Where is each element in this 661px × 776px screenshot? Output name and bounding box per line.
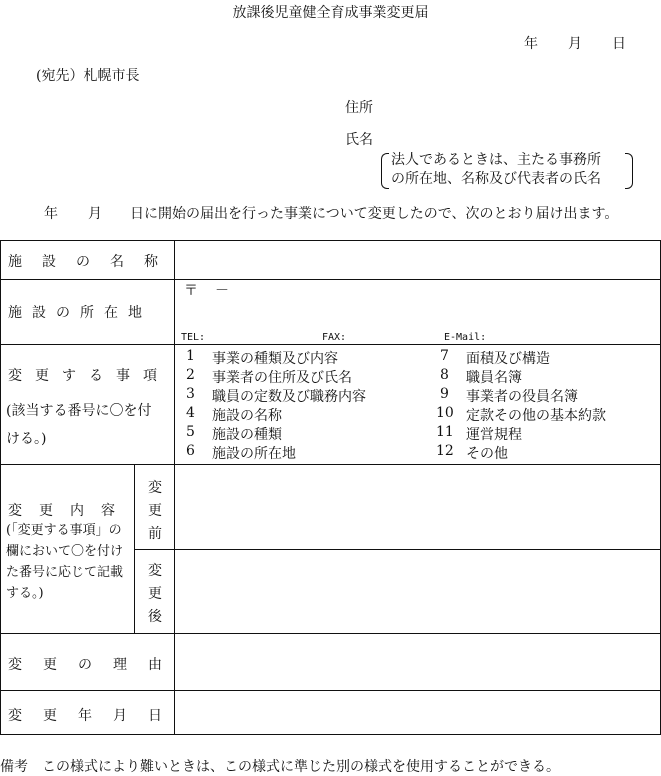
date-month-label: 月 xyxy=(568,36,582,52)
change-items-label: 変更する事項 xyxy=(8,368,170,384)
postal-mark: 〒 xyxy=(184,283,198,299)
corporation-note-line-1: 法人であるときは、主たる事務所 xyxy=(391,152,601,168)
before-label-char: 前 xyxy=(148,526,162,542)
change-content-note-line-1: (「変更する事項」の xyxy=(6,523,122,538)
change-item-number[interactable]: 1 xyxy=(186,348,195,364)
table-border-top xyxy=(0,240,661,241)
change-content-note-line-2: 欄において〇を付け xyxy=(6,544,124,559)
table-border-left xyxy=(0,240,1,735)
change-item-text: 施設の名称 xyxy=(212,408,282,424)
change-item-text: 運営規程 xyxy=(466,427,522,443)
change-reason-field[interactable] xyxy=(176,635,658,689)
change-before-field[interactable] xyxy=(176,466,658,548)
change-item-text: 職員名簿 xyxy=(466,370,522,386)
change-reason-label: 変更の理由 xyxy=(8,657,183,673)
change-item-text: その他 xyxy=(466,446,508,462)
change-item-text: 事業の種類及び内容 xyxy=(212,351,338,367)
fax-label: FAX: xyxy=(322,332,347,343)
table-rule xyxy=(134,549,661,550)
table-rule xyxy=(0,633,661,634)
facility-location-label: 施設の所在地 xyxy=(8,305,152,321)
date-year-label: 年 xyxy=(524,36,538,52)
postal-dash: － xyxy=(215,283,229,299)
change-item-text: 施設の所在地 xyxy=(212,446,296,462)
after-label-char: 後 xyxy=(148,609,162,625)
change-item-number[interactable]: 2 xyxy=(186,367,195,383)
facility-location-field[interactable] xyxy=(176,282,658,342)
right-bracket xyxy=(625,153,633,189)
before-label-char: 変 xyxy=(148,480,162,496)
intro-month: 月 xyxy=(88,206,102,222)
facility-name-label: 施設の名称 xyxy=(8,254,178,270)
table-subcolumn-divider xyxy=(134,464,135,634)
remark-note: 備考 この様式により難いときは、この様式に準じた別の様式を使用することができる。 xyxy=(0,759,560,775)
table-rule xyxy=(0,690,661,691)
intro-text: 日に開始の届出を行った事業について変更したので、次のとおり届け出ます。 xyxy=(130,206,619,222)
change-item-text: 施設の種類 xyxy=(212,427,282,443)
change-date-field[interactable] xyxy=(176,692,658,733)
change-item-number[interactable]: 8 xyxy=(440,367,449,383)
change-item-text: 事業者の役員名簿 xyxy=(466,389,578,405)
tel-label: TEL: xyxy=(181,332,206,343)
table-border-bottom xyxy=(0,734,661,735)
change-item-number[interactable]: 7 xyxy=(440,348,449,364)
facility-name-field[interactable] xyxy=(176,242,658,278)
change-item-text: 面積及び構造 xyxy=(466,351,550,367)
change-item-number[interactable]: 9 xyxy=(440,386,449,402)
change-item-number[interactable]: 11 xyxy=(436,424,454,440)
change-item-number[interactable]: 10 xyxy=(436,405,454,421)
change-item-number[interactable]: 3 xyxy=(186,386,195,402)
left-bracket xyxy=(381,153,389,189)
form-title: 放課後児童健全育成事業変更届 xyxy=(232,5,429,21)
after-label-char: 更 xyxy=(148,586,162,602)
table-rule xyxy=(0,464,661,465)
intro-year: 年 xyxy=(44,206,58,222)
after-label xyxy=(147,560,163,629)
change-item-text: 職員の定数及び職務内容 xyxy=(212,389,366,405)
change-item-text: 事業者の住所及び氏名 xyxy=(212,370,352,386)
name-label: 氏名 xyxy=(345,132,373,148)
change-after-field[interactable] xyxy=(176,551,658,632)
after-label-char: 変 xyxy=(148,563,162,579)
change-content-note-line-4: する。) xyxy=(6,586,44,601)
change-content-label: 変更内容 xyxy=(8,503,132,519)
change-item-number[interactable]: 12 xyxy=(436,443,454,459)
table-rule xyxy=(0,279,661,280)
change-items-note-line-1: (該当する番号に〇を付 xyxy=(6,403,152,419)
email-label: E-Mail: xyxy=(444,332,487,343)
change-content-note-line-3: た番号に応じて記載 xyxy=(6,565,124,580)
addressee: (宛先）札幌市長 xyxy=(36,68,140,84)
change-items-note-line-2: ける。) xyxy=(6,431,47,447)
corporation-note-line-2: の所在地、名称及び代表者の氏名 xyxy=(391,171,601,187)
table-rule xyxy=(0,344,661,345)
change-item-number[interactable]: 5 xyxy=(186,424,195,440)
before-label xyxy=(147,477,163,546)
corporation-note-text xyxy=(391,151,601,189)
date-day-label: 日 xyxy=(612,36,626,52)
corporation-note xyxy=(381,151,633,189)
change-item-text: 定款その他の基本約款 xyxy=(466,408,606,424)
change-date-label: 変更年月日 xyxy=(8,708,183,724)
address-label: 住所 xyxy=(345,100,373,116)
change-item-number[interactable]: 4 xyxy=(186,405,195,421)
change-item-number[interactable]: 6 xyxy=(186,443,195,459)
before-label-char: 更 xyxy=(148,503,162,519)
